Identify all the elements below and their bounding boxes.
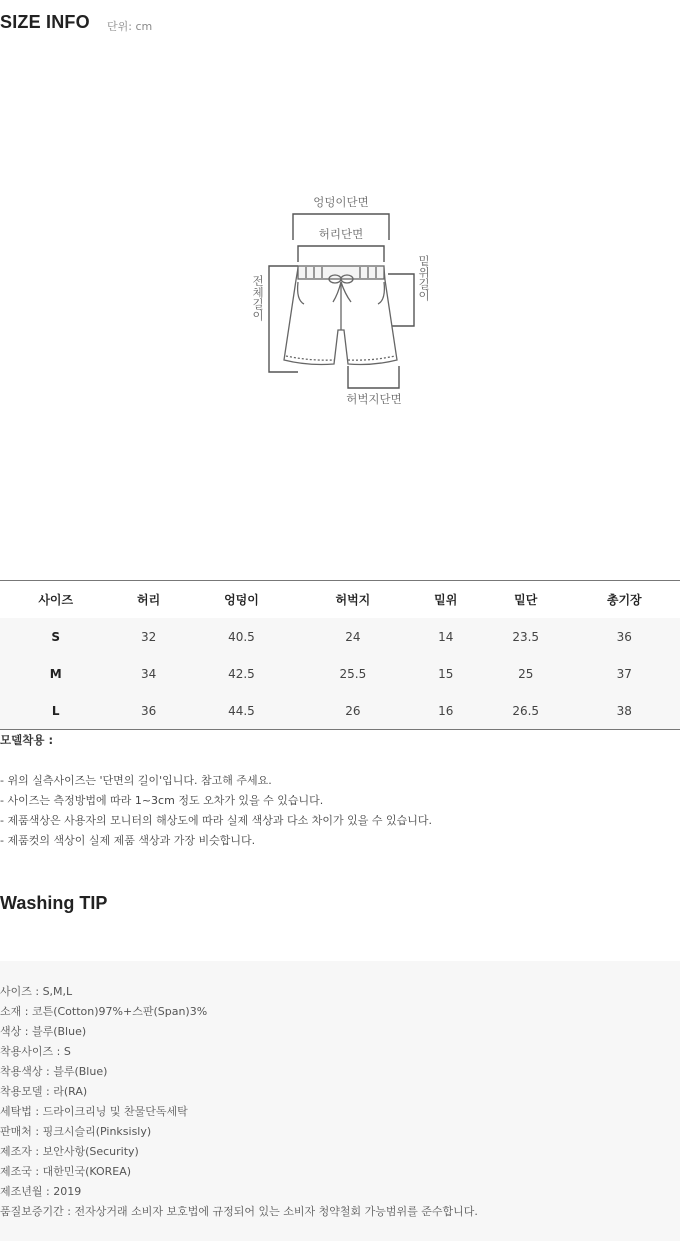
info-line: 제조국 : 대한민국(KOREA) [0,1165,132,1178]
table-cell: 14 [409,618,483,655]
table-cell: 24 [297,618,408,655]
waist-label: 허리단면 [318,227,364,241]
shorts-diagram-svg [248,190,438,410]
table-cell: 15 [409,655,483,692]
size-table [0,580,680,730]
info-line: 제조자 : 보안사항(Security) [0,1145,139,1158]
table-row [0,618,680,655]
header-waist: 허리 [111,581,185,619]
product-info-box [0,961,680,1241]
size-notes [0,771,432,851]
info-line: 사이즈 : S,M,L [0,985,73,998]
table-cell: 34 [111,655,185,692]
table-cell: 25 [483,655,569,692]
table-cell: S [0,618,111,655]
table-cell: 25.5 [297,655,408,692]
product-info-list [0,982,478,1222]
table-cell: 23.5 [483,618,569,655]
washing-tip-title: Washing TIP [0,893,108,913]
header-rise: 밑위 [409,581,483,619]
info-line: 제조년월 : 2019 [0,1185,82,1198]
table-cell: 26.5 [483,692,569,730]
unit-label: 단위: cm [107,20,153,33]
header-size: 사이즈 [0,581,111,619]
info-line: 색상 : 블루(Blue) [0,1025,87,1038]
table-cell: L [0,692,111,730]
thigh-measure-line [348,366,399,388]
info-line: 착용색상 : 블루(Blue) [0,1065,108,1078]
note-line: - 사이즈는 측정방법에 따라 1~3cm 정도 오차가 있을 수 있습니다. [0,794,324,807]
table-cell: 26 [297,692,408,730]
table-cell: 38 [569,692,680,730]
size-info-title: SIZE INFO [0,12,90,32]
info-line: 품질보증기간 : 전자상거래 소비자 보호법에 규정되어 있는 소비자 청약철회 가능범위를 준수합니다. [0,1205,478,1218]
waist-measure-line [298,246,384,262]
hip-label: 엉덩이단면 [313,195,369,209]
table-cell: 36 [569,618,680,655]
size-table-header-row [0,581,680,619]
info-line: 판매처 : 핑크시슬리(Pinksisly) [0,1125,152,1138]
table-cell: 40.5 [186,618,297,655]
table-cell: 16 [409,692,483,730]
rise-measure-line [388,274,414,326]
note-line: - 제품색상은 사용자의 모니터의 해상도에 따라 실제 색상과 다소 차이가 있을 수 있습니다. [0,814,432,827]
note-line: - 제품컷의 색상이 실제 제품 색상과 가장 비슷합니다. [0,834,256,847]
info-line: 착용모델 : 라(RA) [0,1085,88,1098]
thigh-label: 허벅지단면 [346,392,402,406]
shorts-size-diagram [248,190,438,410]
header-hip: 엉덩이 [186,581,297,619]
rise-label: 밑위길이 [417,255,431,301]
table-cell: 44.5 [186,692,297,730]
table-cell: 37 [569,655,680,692]
info-line: 세탁법 : 드라이크리닝 및 찬물단독세탁 [0,1105,188,1118]
model-wearing-label: 모델착용 : [0,733,54,747]
table-cell: 36 [111,692,185,730]
total-length-label: 전체길이 [251,275,265,321]
table-cell: 32 [111,618,185,655]
header-hem: 밑단 [483,581,569,619]
header-total-length: 총기장 [569,581,680,619]
table-row [0,655,680,692]
info-line: 착용사이즈 : S [0,1045,71,1058]
shorts-outline [284,266,397,365]
table-cell: M [0,655,111,692]
table-row [0,692,680,730]
info-line: 소재 : 코튼(Cotton)97%+스판(Span)3% [0,1005,208,1018]
header-thigh: 허벅지 [297,581,408,619]
table-cell: 42.5 [186,655,297,692]
note-line: - 위의 실측사이즈는 '단면의 길이'입니다. 참고해 주세요. [0,774,272,787]
